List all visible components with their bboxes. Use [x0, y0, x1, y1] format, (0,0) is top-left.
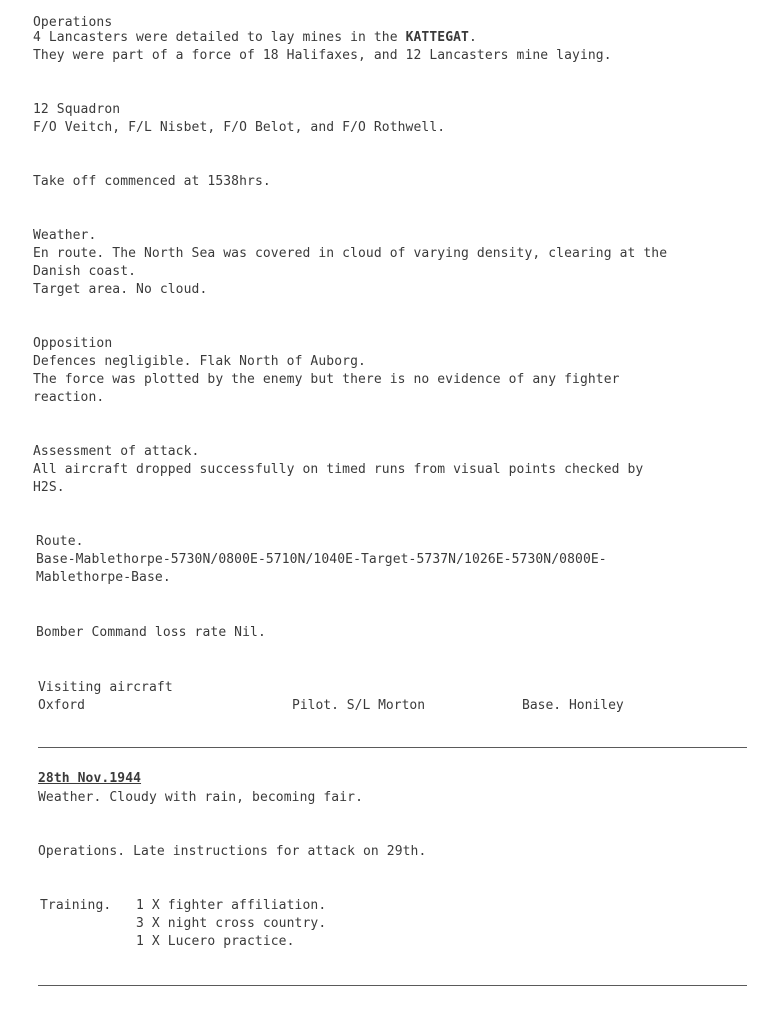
- opposition-line-2: The force was plotted by the enemy but there is no evidence of any fighter: [33, 372, 620, 387]
- opposition-line-1: Defences negligible. Flak North of Auborg.: [33, 354, 366, 369]
- assessment-heading: Assessment of attack.: [33, 444, 200, 459]
- route-line-2: Mablethorpe-Base.: [36, 570, 171, 585]
- route-line-1: Base-Mablethorpe-5730N/0800E-5710N/1040E-Target-5737N/1026E-5730N/0800E-: [36, 552, 607, 567]
- visiting-pilot: Pilot. S/L Morton: [292, 698, 426, 713]
- assessment-line-1: All aircraft dropped successfully on timed runs from visual points checked by: [33, 462, 644, 477]
- squadron-crew: F/O Veitch, F/L Nisbet, F/O Belot, and F/O Rothwell.: [33, 120, 446, 135]
- bottom-divider: [38, 985, 747, 986]
- operations-line-1: [33, 29, 477, 47]
- target-location: KATTEGAT: [405, 30, 469, 45]
- route-heading: Route.: [36, 534, 84, 549]
- weather-line-3: Target area. No cloud.: [33, 282, 208, 297]
- operations-line-1-suffix: .: [468, 30, 477, 45]
- weather-heading: Weather.: [33, 228, 97, 243]
- opposition-heading: Opposition: [33, 336, 113, 351]
- entry-date: 28th Nov.1944: [38, 771, 142, 786]
- operations-heading: Operations: [33, 15, 113, 30]
- training-item: 1 X fighter affiliation.: [136, 898, 327, 913]
- section-divider: [38, 747, 747, 748]
- visiting-base: Base. Honiley: [522, 698, 624, 713]
- training-label: Training.: [40, 898, 112, 913]
- weather-line-1: En route. The North Sea was covered in cloud of varying density, clearing at the: [33, 246, 668, 261]
- operations-line-2: They were part of a force of 18 Halifaxes, and 12 Lancasters mine laying.: [33, 48, 612, 63]
- training-item: 1 X Lucero practice.: [136, 934, 295, 949]
- squadron-heading: 12 Squadron: [33, 102, 121, 117]
- loss-rate-line: Bomber Command loss rate Nil.: [36, 625, 266, 640]
- entry-operations: Operations. Late instructions for attack on 29th.: [38, 844, 427, 859]
- weather-line-2: Danish coast.: [33, 264, 137, 279]
- entry-weather: Weather. Cloudy with rain, becoming fair.: [38, 790, 363, 805]
- opposition-line-3: reaction.: [33, 390, 105, 405]
- assessment-line-2: H2S.: [33, 480, 65, 495]
- operations-line-1-prefix: 4 Lancasters were detailed to lay mines in the: [33, 30, 406, 45]
- training-item: 3 X night cross country.: [136, 916, 327, 931]
- visiting-heading: Visiting aircraft: [38, 680, 173, 695]
- takeoff-line: Take off commenced at 1538hrs.: [33, 174, 271, 189]
- visiting-aircraft: Oxford: [38, 698, 85, 713]
